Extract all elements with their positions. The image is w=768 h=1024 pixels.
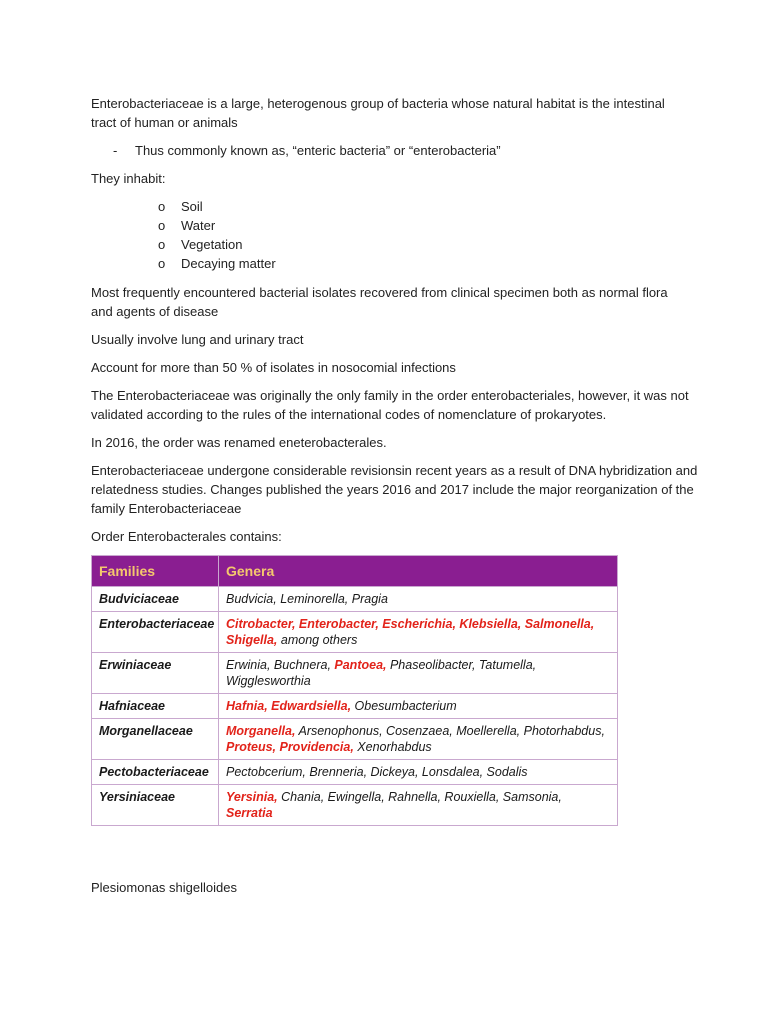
genus-text: among others <box>277 633 358 647</box>
table-row <box>92 719 617 760</box>
dash-marker: - <box>113 143 118 158</box>
genus-text: Pectobcerium, Brenneria, Dickeya, Lonsdalea, Sodalis <box>226 765 528 779</box>
closing-heading: Plesiomonas shigelloides <box>91 880 237 895</box>
bullet-marker: o <box>158 256 166 271</box>
family-cell: Pectobacteriaceae <box>92 760 219 785</box>
highlighted-genus: Proteus, Providencia, <box>226 740 354 754</box>
column-header-genera: Genera <box>219 556 618 587</box>
highlighted-genus: Pantoea, <box>334 658 387 672</box>
order-heading: Order Enterobacterales contains: <box>91 529 282 544</box>
family-cell: Hafniaceae <box>92 694 219 719</box>
lung-paragraph: Usually involve lung and urinary tract <box>91 332 304 347</box>
bullet-marker: o <box>158 237 166 252</box>
isolates-line-2: and agents of disease <box>91 304 219 319</box>
list-item <box>91 235 708 254</box>
column-header-families: Families <box>92 556 219 587</box>
inhabit-heading: They inhabit: <box>91 171 166 186</box>
genus-text: Phaseolibacter, Tatumella, Wigglesworthia <box>226 658 537 688</box>
highlighted-genus: Morganella, <box>226 724 296 738</box>
list-item <box>91 216 708 235</box>
genus-text: Xenorhabdus <box>353 740 432 754</box>
habitat-list <box>91 197 708 273</box>
intro-line-2: tract of human or animals <box>91 115 238 130</box>
genus-text: Erwinia, Buchnera, <box>226 658 335 672</box>
table-row <box>92 694 617 719</box>
family-cell: Erwiniaceae <box>92 653 219 694</box>
families-table <box>91 555 618 826</box>
isolates-line-1: Most frequently encountered bacterial isolates recovered from clinical specimen both as normal flora <box>91 285 668 300</box>
genus-text: Obesumbacterium <box>351 699 457 713</box>
revision-line-1: Enterobacteriaceae undergone considerable revisionsin recent years as a result of DNA hybridization and <box>91 463 698 478</box>
highlighted-genus: Hafnia, Edwardsiella, <box>226 699 352 713</box>
bullet-marker: o <box>158 218 166 233</box>
families-table-grid <box>92 556 617 825</box>
family-line-2: validated according to the rules of the international codes of nomenclature of prokaryotes. <box>91 407 607 422</box>
genera-cell <box>219 760 618 785</box>
bullet-marker: o <box>158 199 166 214</box>
habitat-item: Water <box>181 218 216 233</box>
genera-cell <box>219 694 618 719</box>
genera-cell <box>219 612 618 653</box>
renamed-paragraph: In 2016, the order was renamed eneterobacterales. <box>91 435 387 450</box>
family-cell: Budviciaceae <box>92 587 219 612</box>
table-row <box>92 785 617 826</box>
table-row <box>92 653 617 694</box>
revision-line-2: relatedness studies. Changes published the years 2016 and 2017 include the major reorganization of the <box>91 482 694 497</box>
highlighted-genus: Yersinia, <box>226 790 278 804</box>
family-cell: Enterobacteriaceae <box>92 612 219 653</box>
table-body <box>92 587 617 826</box>
genera-cell <box>219 587 618 612</box>
habitat-item: Decaying matter <box>181 256 276 271</box>
habitat-item: Vegetation <box>181 237 243 252</box>
genus-text: Chania, Ewingella, Rahnella, Rouxiella, Samsonia, <box>277 790 562 804</box>
table-row <box>92 760 617 785</box>
dash-item-text: Thus commonly known as, “enteric bacteria” or “enterobacteria” <box>135 143 501 158</box>
nosocomial-paragraph: Account for more than 50 % of isolates in nosocomial infections <box>91 360 456 375</box>
table-row <box>92 587 617 612</box>
table-row <box>92 612 617 653</box>
genera-cell <box>219 719 618 760</box>
family-cell: Yersiniaceae <box>92 785 219 826</box>
intro-line-1: Enterobacteriaceae is a large, heterogenous group of bacteria whose natural habitat is the intestinal <box>91 96 665 111</box>
highlighted-genus: Serratia <box>226 806 273 820</box>
family-cell: Morganellaceae <box>92 719 219 760</box>
highlighted-genus: Citrobacter, Enterobacter, Escherichia, Klebsiella, Salmonella, Shigella, <box>226 617 595 647</box>
genera-cell <box>219 653 618 694</box>
list-item <box>91 254 708 273</box>
list-item <box>91 197 708 216</box>
table-header-row <box>92 556 617 587</box>
genus-text: Budvicia, Leminorella, Pragia <box>226 592 388 606</box>
dash-list-item <box>91 141 708 160</box>
family-line-1: The Enterobacteriaceae was originally the only family in the order enterobacteriales, however, it was not <box>91 388 689 403</box>
genera-cell <box>219 785 618 826</box>
habitat-item: Soil <box>181 199 203 214</box>
genus-text: Arsenophonus, Cosenzaea, Moellerella, Photorhabdus, <box>295 724 605 738</box>
revision-line-3: family Enterobacteriaceae <box>91 501 242 516</box>
